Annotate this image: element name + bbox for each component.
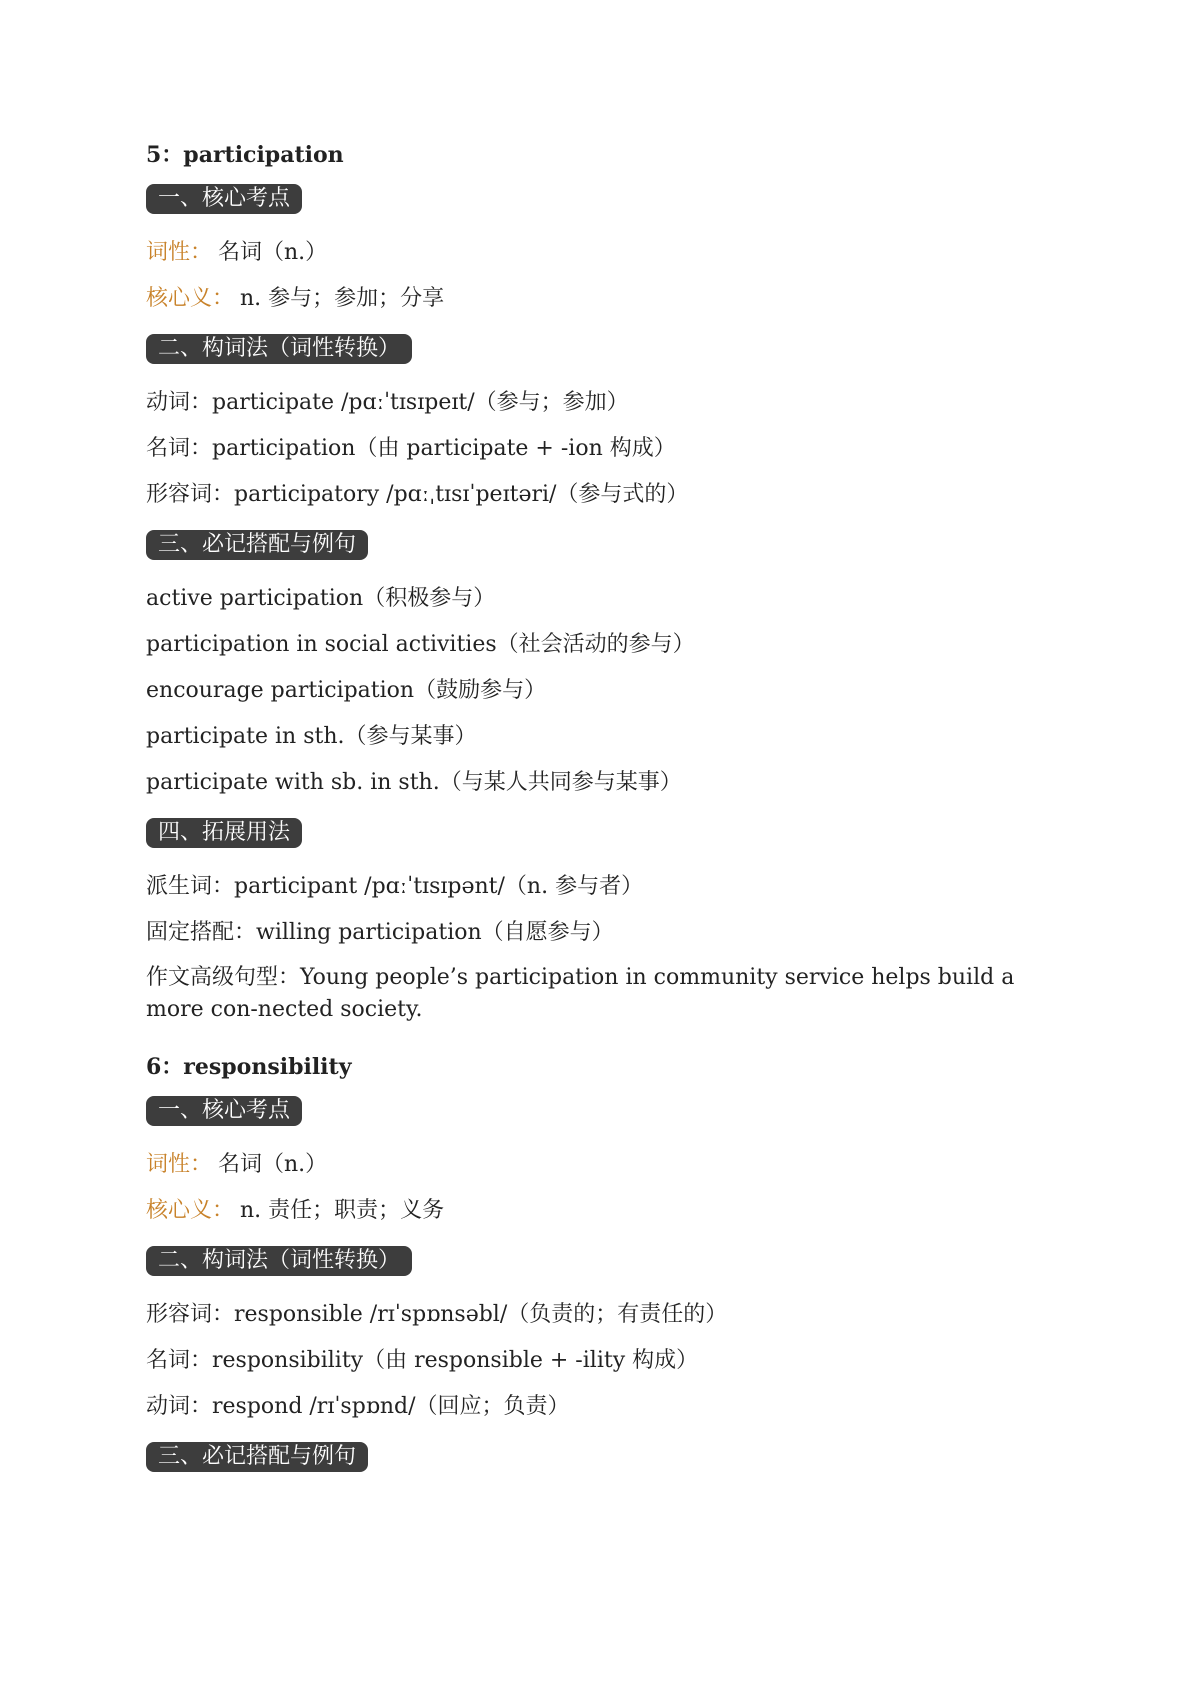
- meaning-value: n. 参与；参加；分享: [240, 286, 445, 311]
- meaning-key: 核心义：: [146, 286, 235, 311]
- section-heading-collocations: 三、必记搭配与例句: [146, 530, 368, 560]
- document-page: [146, 140, 1046, 1488]
- formation-line: 形容词：participatory /pɑːˌtɪsɪˈpeɪtəri/（参与式的）: [146, 482, 689, 507]
- part-of-speech: [146, 230, 1046, 276]
- collocation-line: participate in sth.（参与某事）: [146, 724, 477, 749]
- meaning-value: n. 责任；职责；义务: [240, 1198, 445, 1223]
- formation-line: 名词：responsibility（由 responsible + -ility 构成）: [146, 1348, 699, 1373]
- collocation-line: participation in social activities（社会活动的参与）: [146, 632, 695, 657]
- section-heading-formation: 二、构词法（词性转换）: [146, 1246, 412, 1276]
- pos-value: 名词（n.）: [218, 1152, 328, 1177]
- section-heading-collocations: 三、必记搭配与例句: [146, 1442, 368, 1472]
- formation-line: 动词：respond /rɪˈspɒnd/（回应；负责）: [146, 1394, 570, 1419]
- pos-value: 名词（n.）: [218, 240, 328, 265]
- formation-line: 形容词：responsible /rɪˈspɒnsəbl/（负责的；有责任的）: [146, 1302, 728, 1327]
- meaning-key: 核心义：: [146, 1198, 235, 1223]
- formation-line: 动词：participate /pɑːˈtɪsɪpeɪt/（参与；参加）: [146, 390, 629, 415]
- collocation-line: active participation（积极参与）: [146, 586, 496, 611]
- example-sentence: 作文高级句型：Young people’s participation in community service helps build a more con-nected society.: [146, 965, 1015, 1022]
- entry-title: 6：responsibility: [146, 1054, 352, 1080]
- extension-line: 派生词：participant /pɑːˈtɪsɪpənt/（n. 参与者）: [146, 874, 644, 899]
- section-heading-formation: 二、构词法（词性转换）: [146, 334, 412, 364]
- formation-line: 名词：participation（由 participate + -ion 构成）: [146, 436, 676, 461]
- section-heading-extension: 四、拓展用法: [146, 818, 302, 848]
- pos-key: 词性：: [146, 240, 213, 265]
- collocation-line: participate with sb. in sth.（与某人共同参与某事）: [146, 770, 682, 795]
- collocation-line: encourage participation（鼓励参与）: [146, 678, 547, 703]
- section-heading-core: 一、核心考点: [146, 184, 302, 214]
- section-heading-core: 一、核心考点: [146, 1096, 302, 1126]
- core-meaning: [146, 1188, 1046, 1234]
- pos-key: 词性：: [146, 1152, 213, 1177]
- part-of-speech: [146, 1142, 1046, 1188]
- core-meaning: [146, 276, 1046, 322]
- entry-title: 5：participation: [146, 142, 344, 168]
- extension-line: 固定搭配：willing participation（自愿参与）: [146, 920, 614, 945]
